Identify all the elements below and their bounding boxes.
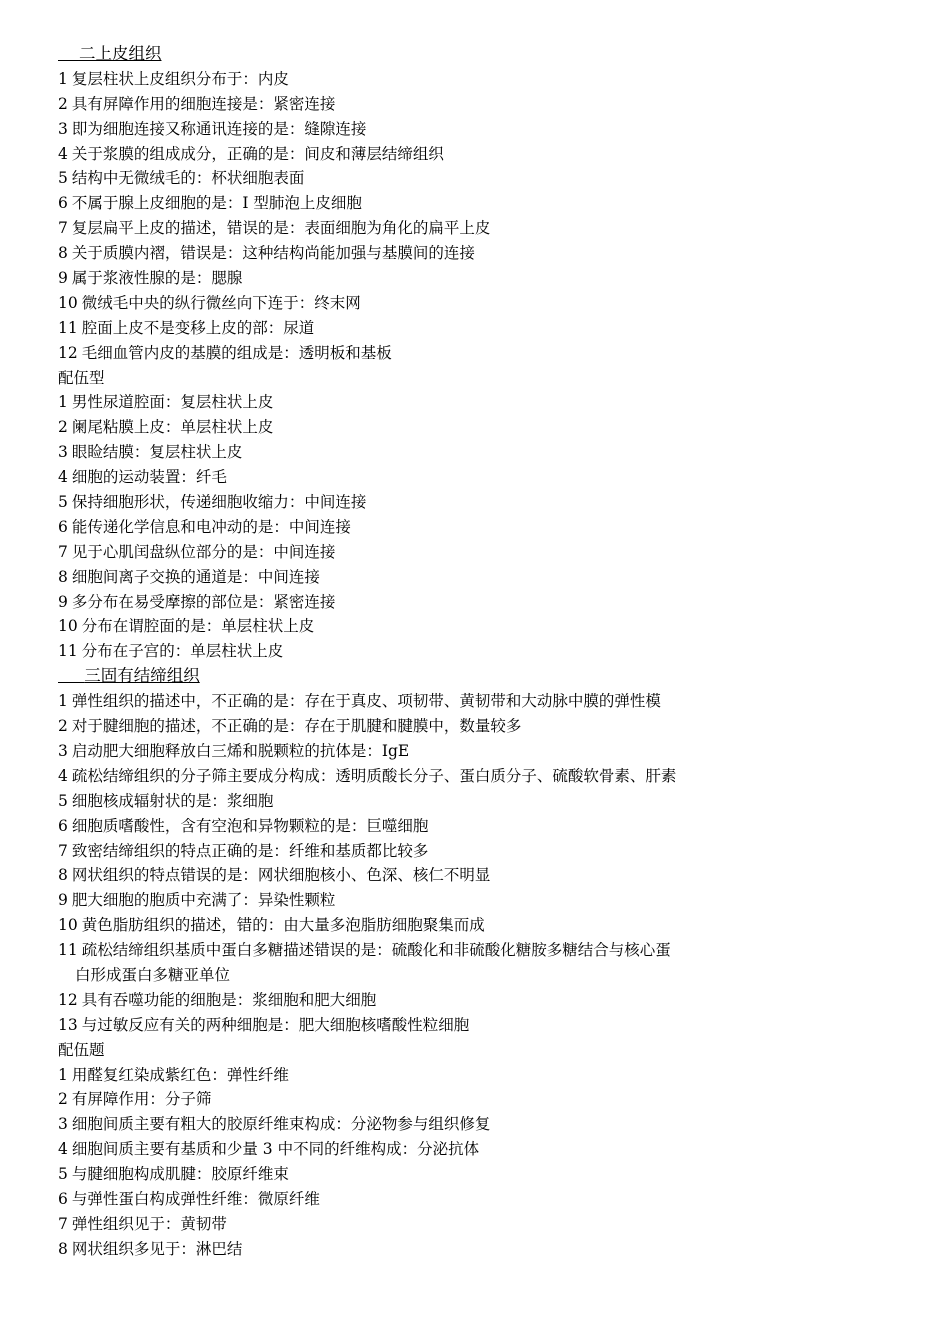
section-title: 三固有结缔组织 xyxy=(84,666,200,686)
list-item xyxy=(58,888,918,913)
item-number: 12 xyxy=(58,343,78,362)
list-item xyxy=(58,415,918,440)
item-number: 8 xyxy=(58,866,68,885)
item-number: 13 xyxy=(58,1015,78,1034)
list-item xyxy=(58,863,918,888)
match-list-connective-tissue xyxy=(58,1063,918,1262)
item-number: 1 xyxy=(58,393,68,412)
item-number: 7 xyxy=(58,1214,68,1233)
item-number: 8 xyxy=(58,244,68,263)
list-item xyxy=(58,689,918,714)
item-text: 与弹性蛋白构成弹性纤维：微原纤维 xyxy=(71,1189,320,1208)
item-text: 保持细胞形状，传递细胞收缩力：中间连接 xyxy=(71,493,367,512)
item-text: 多分布在易受摩擦的部位是：紧密连接 xyxy=(71,592,336,611)
item-number: 10 xyxy=(58,916,78,935)
item-number: 3 xyxy=(58,443,68,462)
section-title: 二上皮组织 xyxy=(78,44,162,63)
list-item xyxy=(58,938,918,963)
list-item xyxy=(58,1187,918,1212)
list-item xyxy=(58,614,918,639)
list-item xyxy=(58,341,918,366)
item-number: 3 xyxy=(58,1115,68,1134)
list-item xyxy=(58,1237,918,1262)
item-number: 7 xyxy=(58,219,68,238)
item-number: 2 xyxy=(58,94,68,113)
item-number: 3 xyxy=(58,741,68,760)
item-text: 见于心肌闰盘纵位部分的是：中间连接 xyxy=(71,542,336,561)
item-text: 网状组织多见于：淋巴结 xyxy=(71,1239,243,1258)
item-text: 不属于腺上皮细胞的是：I 型肺泡上皮细胞 xyxy=(71,194,362,213)
item-number: 9 xyxy=(58,269,68,288)
item-text: 复层扁平上皮的描述，错误的是：表面细胞为角化的扁平上皮 xyxy=(71,219,491,238)
item-number: 5 xyxy=(58,791,68,810)
item-text: 细胞间质主要有粗大的胶原纤维束构成：分泌物参与组织修复 xyxy=(71,1115,491,1134)
item-number: 4 xyxy=(58,766,68,785)
item-number: 5 xyxy=(58,169,68,188)
list-item xyxy=(58,291,918,316)
match-list-epithelium xyxy=(58,390,918,664)
item-number: 4 xyxy=(58,1140,68,1159)
item-number: 3 xyxy=(58,119,68,138)
item-number: 9 xyxy=(58,592,68,611)
item-number: 12 xyxy=(58,990,78,1009)
list-item xyxy=(58,1087,918,1112)
item-number: 11 xyxy=(58,318,78,337)
item-number: 6 xyxy=(58,816,68,835)
item-number: 2 xyxy=(58,418,68,437)
list-item xyxy=(58,490,918,515)
list-item xyxy=(58,266,918,291)
list-item xyxy=(58,913,918,938)
item-number: 1 xyxy=(58,69,68,88)
match-section-title: 配伍题 xyxy=(58,1040,105,1059)
list-item xyxy=(58,440,918,465)
item-text: 弹性组织的描述中，不正确的是：存在于真皮、项韧带、黄韧带和大动脉中膜的弹性模 xyxy=(71,692,661,711)
item-number: 8 xyxy=(58,1239,68,1258)
item-number: 4 xyxy=(58,144,68,163)
list-item xyxy=(58,241,918,266)
item-text: 用醛复红染成紫红色：弹性纤维 xyxy=(71,1065,289,1084)
item-number: 10 xyxy=(58,293,78,312)
item-text: 能传递化学信息和电冲动的是：中间连接 xyxy=(71,517,351,536)
list-item xyxy=(58,1063,918,1088)
item-text: 疏松结缔组织的分子筛主要成分构成：透明质酸长分子、蛋白质分子、硫酸软骨素、肝素 xyxy=(71,766,677,785)
list-item xyxy=(58,316,918,341)
item-number: 11 xyxy=(58,642,78,661)
item-number: 10 xyxy=(58,617,78,636)
item-text: 有屏障作用：分子筛 xyxy=(71,1090,212,1109)
list-item xyxy=(58,67,918,92)
item-text: 毛细血管内皮的基膜的组成是：透明板和基板 xyxy=(81,343,392,362)
list-item xyxy=(58,714,918,739)
item-number: 1 xyxy=(58,692,68,711)
heading-underline-lead xyxy=(58,42,79,67)
item-number: 5 xyxy=(58,1165,68,1184)
list-item xyxy=(58,1162,918,1187)
list-item xyxy=(58,540,918,565)
item-text: 具有屏障作用的细胞连接是：紧密连接 xyxy=(71,94,336,113)
item-text: 分布在谓腔面的是：单层柱状上皮 xyxy=(81,617,315,636)
list-item xyxy=(58,142,918,167)
item-text: 分布在子宫的：单层柱状上皮 xyxy=(81,642,284,661)
question-list-connective-tissue xyxy=(58,689,918,1037)
list-item xyxy=(58,565,918,590)
item-text: 眼睑结膜：复层柱状上皮 xyxy=(71,443,243,462)
list-item xyxy=(58,789,918,814)
document-page xyxy=(58,42,918,1262)
list-item xyxy=(58,117,918,142)
item-text: 对于腱细胞的描述，不正确的是：存在于肌腱和腱膜中，数量较多 xyxy=(71,717,522,736)
list-item xyxy=(58,1137,918,1162)
item-text: 疏松结缔组织基质中蛋白多糖描述错误的是：硫酸化和非硫酸化糖胺多糖结合与核心蛋 xyxy=(81,941,671,960)
question-list-epithelium xyxy=(58,67,918,366)
item-text: 与过敏反应有关的两种细胞是：肥大细胞核嗜酸性粒细胞 xyxy=(81,1015,470,1034)
item-text: 阑尾粘膜上皮：单层柱状上皮 xyxy=(71,418,274,437)
item-text: 复层柱状上皮组织分布于：内皮 xyxy=(71,69,289,88)
list-item xyxy=(58,739,918,764)
list-item xyxy=(58,515,918,540)
list-item xyxy=(58,92,918,117)
item-number: 6 xyxy=(58,517,68,536)
list-item xyxy=(58,1212,918,1237)
item-text: 关于质膜内褶，错误是：这种结构尚能加强与基膜间的连接 xyxy=(71,244,475,263)
item-text: 网状组织的特点错误的是：网状细胞核小、色深、核仁不明显 xyxy=(71,866,491,885)
item-number: 9 xyxy=(58,891,68,910)
list-item xyxy=(58,590,918,615)
item-text: 男性尿道腔面：复层柱状上皮 xyxy=(71,393,274,412)
list-item xyxy=(58,988,918,1013)
item-number: 5 xyxy=(58,493,68,512)
item-number: 1 xyxy=(58,1065,68,1084)
item-text: 腔面上皮不是变移上皮的部：尿道 xyxy=(81,318,315,337)
item-text: 细胞的运动装置：纤毛 xyxy=(71,468,227,487)
list-item xyxy=(58,216,918,241)
item-number: 8 xyxy=(58,567,68,586)
item-text: 弹性组织见于：黄韧带 xyxy=(71,1214,227,1233)
item-number: 2 xyxy=(58,717,68,736)
list-item-continuation: 白形成蛋白多糖亚单位 xyxy=(75,965,231,984)
item-text: 致密结缔组织的特点正确的是：纤维和基质都比较多 xyxy=(71,841,429,860)
list-item xyxy=(58,1112,918,1137)
list-item xyxy=(58,764,918,789)
item-number: 7 xyxy=(58,841,68,860)
item-text: 启动肥大细胞释放白三烯和脱颗粒的抗体是：IgE xyxy=(71,741,410,760)
match-section-title: 配伍型 xyxy=(58,368,105,387)
item-text: 结构中无微绒毛的：杯状细胞表面 xyxy=(71,169,305,188)
item-text: 即为细胞连接又称通讯连接的是：缝隙连接 xyxy=(71,119,367,138)
list-item xyxy=(58,1013,918,1038)
item-number: 6 xyxy=(58,194,68,213)
heading-underline-lead xyxy=(58,664,84,689)
list-item xyxy=(58,166,918,191)
item-text: 肥大细胞的胞质中充满了：异染性颗粒 xyxy=(71,891,336,910)
item-text: 细胞间离子交换的通道是：中间连接 xyxy=(71,567,320,586)
list-item xyxy=(58,390,918,415)
list-item xyxy=(58,191,918,216)
list-item xyxy=(58,639,918,664)
section-heading-epithelium xyxy=(58,42,918,67)
item-text: 微绒毛中央的纵行微丝向下连于：终末网 xyxy=(81,293,361,312)
item-text: 细胞质嗜酸性，含有空泡和异物颗粒的是：巨噬细胞 xyxy=(71,816,429,835)
item-text: 细胞核成辐射状的是：浆细胞 xyxy=(71,791,274,810)
item-number: 6 xyxy=(58,1189,68,1208)
item-number: 4 xyxy=(58,468,68,487)
item-number: 7 xyxy=(58,542,68,561)
item-text: 黄色脂肪组织的描述，错的：由大量多泡脂肪细胞聚集而成 xyxy=(81,916,485,935)
list-item xyxy=(58,465,918,490)
item-text: 细胞间质主要有基质和少量 3 中不同的纤维构成：分泌抗体 xyxy=(71,1140,480,1159)
list-item xyxy=(58,814,918,839)
item-text: 具有吞噬功能的细胞是：浆细胞和肥大细胞 xyxy=(81,990,377,1009)
item-text: 属于浆液性腺的是：腮腺 xyxy=(71,269,243,288)
section-heading-connective-tissue xyxy=(58,664,918,689)
list-item xyxy=(58,839,918,864)
item-number: 2 xyxy=(58,1090,68,1109)
item-text: 关于浆膜的组成成分，正确的是：间皮和薄层结缔组织 xyxy=(71,144,444,163)
item-number: 11 xyxy=(58,941,78,960)
item-text: 与腱细胞构成肌腱：胶原纤维束 xyxy=(71,1165,289,1184)
